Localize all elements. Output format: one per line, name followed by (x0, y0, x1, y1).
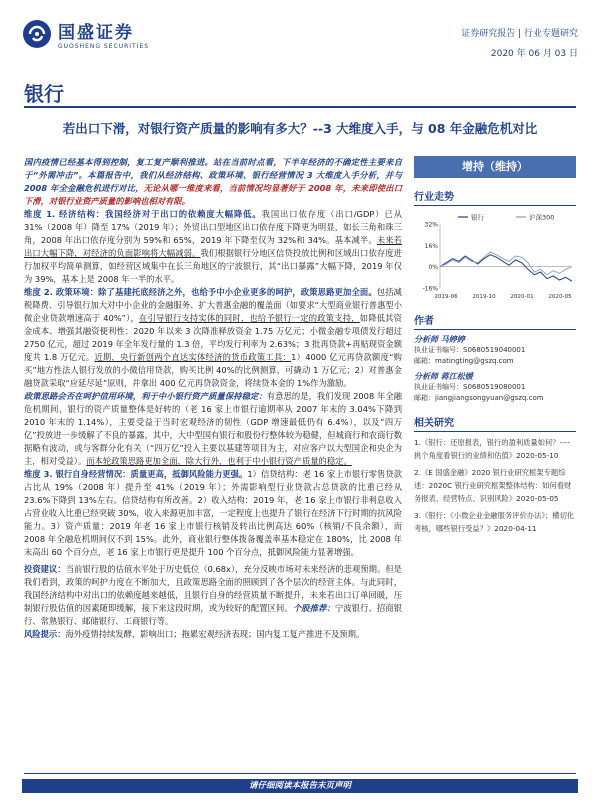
series-line-bank (440, 255, 572, 282)
logo-english: GUOSHENG SECURITIES (58, 43, 150, 50)
analyst-2 (414, 371, 576, 404)
analyst-name: 蒋江松媛 (440, 372, 473, 381)
related-section-heading: 相关研究 (414, 414, 576, 432)
y-tick-label: 32% (424, 221, 438, 229)
author-section-heading: 作者 (414, 312, 576, 330)
rating-badge: 增持（维持） (414, 156, 576, 178)
analyst-email[interactable]: 邮箱：jiangjiangsongyuan@gszq.com (414, 394, 544, 402)
report-date: 2020 年 06 月 03 日 (490, 49, 578, 59)
dimension-3-paragraph: 维度 3. 银行自身经营情况：质量更高，抵御风险能力更强。1）信贷结构：老 16 家上市银行零售贷款占比从 19%（2008 年）提升至 41%（2019 年）；外需影响型行业贷款占总贷款的比重已经从 23.6%下降到 13%左右。信贷结构有所改善。2）收入结构：2019 年，老 16 家上市银行非利息收入占营业收入比重已经突破 30%，收入来源更加丰富，一定程度上也提升了银行在经济下行时期的抗风险能力。3）资产质量：2019 年老 16 家上市银行核销及转出比例高达 60%（核销/不良余额），而 2008 年全融危机期间仅不到 15%。此外，商业银行整体拨备覆盖率基本稳定在 180%，比 2008 年末高出 60 个百分点，老 16 家上市银行更是提升 100 个百分点，抵御风险能力显著增强。 (24, 469, 402, 557)
report-category: 证券研究报告 | 行业专题研究 (461, 29, 578, 39)
logo-emblem-icon (22, 19, 52, 49)
report-header (22, 14, 578, 64)
x-tick-label: 2020-05 (548, 294, 572, 300)
related-report-link[interactable]: 1.《银行：还原报表，银行的盈利质量如何？---- 挑个角度看银行的业绩和估值》2020-05-10 (414, 438, 571, 460)
legend-label: 沪深300 (529, 213, 555, 222)
related-report-link[interactable]: 2.《E 国盛金融》2020 银行业研究框架专题综述：2020C 银行业研究框架整体结构：如何看财务报表、经营特点、识别风险》2020-05-05 (414, 468, 572, 503)
risk-warning: 风险提示：海外疫情持续发酵，影响出口；拖累宏观经济表现；国内复工复产推进不及预期。 (24, 629, 365, 639)
chart-section-heading: 行业走势 (414, 188, 576, 206)
footer-disclaimer: 请仔细阅读本报告末页声明 (22, 779, 578, 793)
policy-paragraph: 政策思路会否在呵护信用环境，利于中小银行资产质量保持稳定：有意思的是，我们发现 2008 年全融危机期间，银行的资产质量整体是好转的（老 16 家上市银行逾期率从 2007 年末的 3.04%下降到 2010 年末的 1.14%），主要受益于当时宏观经济的韧性（GDP 增速最低仍有 6.4%），以及“四万亿”投放进一步缓解了不良的暴露，其中，大中型国有银行和股份行整体较为稳健，但城商行和农商行数据略有波动，或与客群分化有关（“四万亿”投入主要以基建等项目为主，对应客户以大型国企和央企为主，相对受益）。而本轮政策思路更加全面，除大行外，也利于中小银行资产质量的稳定。 (24, 391, 402, 466)
investment-advice: 投资建议：当前银行股的估值水平处于历史低位（0.68x），充分反映市场对未来经济的悲观预期。但是我们看到，政策的呵护力度在不断加大，且政策思路全面的照顾到了各个层次的经营主体。与此同时，我国经济结构中对出口的依赖度越来越低，且银行自身的经营质量不断提升，未来若出口订单回暖，压制银行股估值的因素随即缓解，接下来这段时期，或为较好的配置区间。个股推荐：宁波银行、招商银行、常熟银行、邮储银行、工商银行等。 (24, 564, 402, 626)
analyst-cert: 执业证书编号：S0680519080001 (414, 383, 526, 391)
intro-paragraph: 国内疫情已经基本得到控制，复工复产顺利推进。站在当前时点看，下半年经济的不确定性主要来自于“外需冲击”。本篇报告中，我们从经济结构、政策环境、银行经营情况 3 大维度入手分析，并与 2008 年全金融危机进行对比，无论从哪一维度来看，当前情况均显著好于 2008 年，未来即使出口下滑，对银行业资产质量的影响也相对有限。 (24, 157, 402, 206)
analyst-1 (414, 334, 576, 367)
y-tick-label: 16% (424, 242, 438, 250)
sector-title: 银行 (24, 82, 64, 106)
x-tick-label: 2019-06 (434, 294, 458, 300)
x-tick-label: 2019-10 (472, 294, 496, 300)
legend-label: 银行 (471, 213, 484, 222)
sidebar (414, 156, 576, 535)
trend-chart-svg (414, 210, 576, 302)
title-divider (24, 106, 576, 108)
dimension-1-paragraph: 维度 1. 经济结构：我国经济对于出口的依赖度大幅降低。我国出口依存度（出口/GDP）已从 31%（2008 年）降至 17%（2019 年）；外贸出口型地区出口依存度下降更为明显，如长三角和珠三角，2008 年出口依存度分别为 59%和 65%，2019 年下降至仅为 32%和 34%。基本减半。未来若出口大幅下降，对经济的负面影响将大幅减弱。我们根据银行分地区信贷投放比例和区域出口依存度进行加权平均简单测算，如经营区域集中在长三角地区的宁波银行，其“出口暴露”大幅下降，2019 年仅为 39%，基本上是 2008 年一半的水平。 (24, 209, 402, 284)
analyst-email[interactable]: 邮箱：matingting@gszq.com (414, 357, 514, 365)
logo-name: 国盛证券 (58, 23, 134, 43)
analyst-role: 分析师 (414, 372, 438, 381)
y-tick-label: 0% (428, 264, 438, 272)
x-tick-label: 2020-01 (510, 294, 534, 300)
industry-trend-chart (414, 210, 576, 302)
company-logo (22, 18, 149, 50)
analyst-cert: 执业证书编号：S0680519040001 (414, 346, 526, 354)
dimension-2-paragraph: 维度 2. 政策环境：除了基建托底经济之外，也给予中小企业更多的呵护，政策思路更加全面。包括减税降费、引导银行加大对中小企业的金融服务、扩大普惠金融的覆盖面（如要求“大型商业银行普惠型小微企业贷款增速高于 40%”），在引导银行支持实体的同时，也给予银行一定的政策支持，如降低其资金成本、增强其融资便利性：2020 年以来 3 次降准释放资金 1.75 万亿元；小微金融专项债发行超过 2750 亿元，超过 2019 年全年发行量的 1.3 倍，平均发行利率为 2.63%；3 批再贷款+再贴现资金额度共 1.8 万亿元。近期，央行新创两个直达实体经济的货币政策工具：1）4000 亿元再贷款额度“购买”地方性法人银行发放的小微信用贷款，购买比例 40%的比例测算，可撬动 1 万亿元；2）对普惠金融贷款采取“应延尽延”原则，并拿出 400 亿元再贷款资金，将续贷本金的 1%作为激励。 (24, 287, 402, 388)
report-title: 若出口下滑，对银行资产质量的影响有多大？--3 大维度入手，与 08 年金融危机对比 (62, 121, 538, 136)
analyst-name: 马婷婷 (440, 335, 465, 344)
report-body (24, 156, 402, 641)
footer-divider (24, 773, 576, 774)
analyst-role: 分析师 (414, 335, 438, 344)
related-report-link[interactable]: 3.《银行：《小微企业金融服务评价办法》；横切化考核，哪些银行受益？》2020-04-11 (414, 511, 575, 533)
y-tick-label: -16% (422, 285, 438, 293)
